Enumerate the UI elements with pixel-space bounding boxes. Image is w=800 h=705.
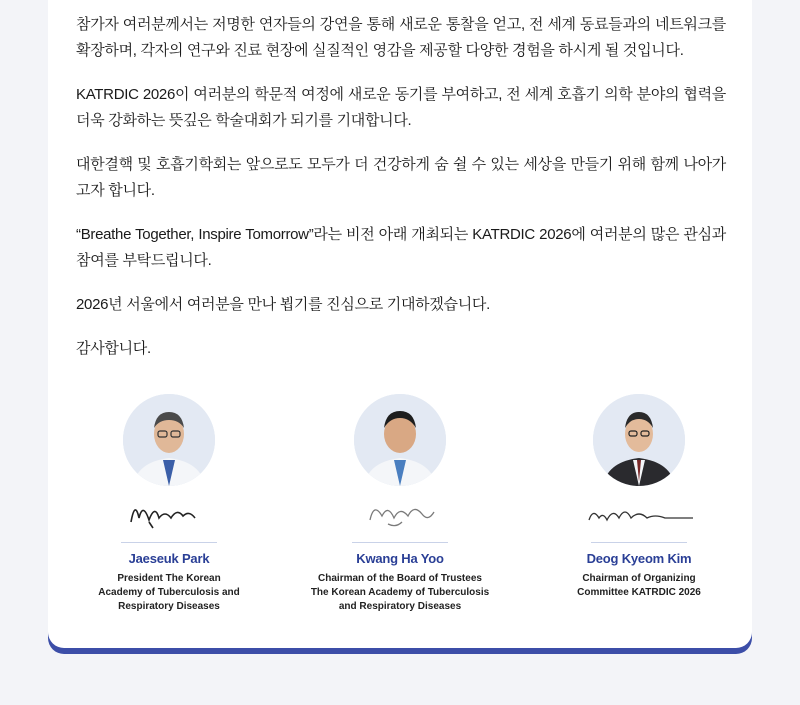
- letter-paragraph: KATRDIC 2026이 여러분의 학문적 여정에 새로운 동기를 부여하고, 전 세계 호흡기 의학 분야의 협력을 더욱 강화하는 뜻깊은 학술대회가 되기를 기대합니다.: [76, 86, 726, 129]
- portrait-photo: [123, 394, 215, 486]
- letter-body: [76, 12, 726, 380]
- signatory-jaeseuk-park: [69, 394, 269, 614]
- handwritten-signature: [69, 492, 269, 536]
- signatory-name: Deog Kyeom Kim: [586, 551, 692, 566]
- divider-line: [591, 542, 687, 543]
- letter-paragraph: “Breathe Together, Inspire Tomorrow”라는 비전 아래 개최되는 KATRDIC 2026에 여러분의 많은 관심과 참여를 부탁드립니다.: [76, 226, 726, 269]
- signatory-role: President The Korean Academy of Tuberculosis and Respiratory Diseases: [98, 573, 240, 612]
- handwritten-signature: [539, 492, 739, 536]
- portrait-photo: [593, 394, 685, 486]
- divider-line: [121, 542, 217, 543]
- signatory-kwang-ha-yoo: [300, 394, 500, 614]
- letter-closing: 감사합니다.: [76, 340, 151, 357]
- letter-paragraph: 2026년 서울에서 여러분을 만나 뵙기를 진심으로 기대하겠습니다.: [76, 296, 490, 313]
- message-card: [48, 0, 752, 648]
- signatory-role: Chairman of the Board of Trustees The Korean Academy of Tuberculosis and Respiratory Diseases: [310, 573, 490, 612]
- letter-paragraph: 참가자 여러분께서는 저명한 연자들의 강연을 통해 새로운 통찰을 얻고, 전 세계 동료들과의 네트워크를 확장하며, 각자의 연구와 진료 현장에 실질적인 영감을 제공할 다양한 경험을 하시게 될 것입니다.: [76, 16, 726, 59]
- letter-paragraph: 대한결핵 및 호흡기학회는 앞으로도 모두가 더 건강하게 숨 쉴 수 있는 세상을 만들기 위해 함께 나아가고자 합니다.: [76, 156, 726, 199]
- signatory-deog-kyeom-kim: [539, 394, 739, 600]
- signatory-role: Chairman of Organizing Committee KATRDIC 2026: [577, 573, 701, 598]
- signatory-name: Kwang Ha Yoo: [356, 551, 444, 566]
- signatory-name: Jaeseuk Park: [128, 551, 210, 566]
- handwritten-signature: [300, 492, 500, 536]
- divider-line: [352, 542, 448, 543]
- portrait-photo: [354, 394, 446, 486]
- signatories: [48, 394, 752, 624]
